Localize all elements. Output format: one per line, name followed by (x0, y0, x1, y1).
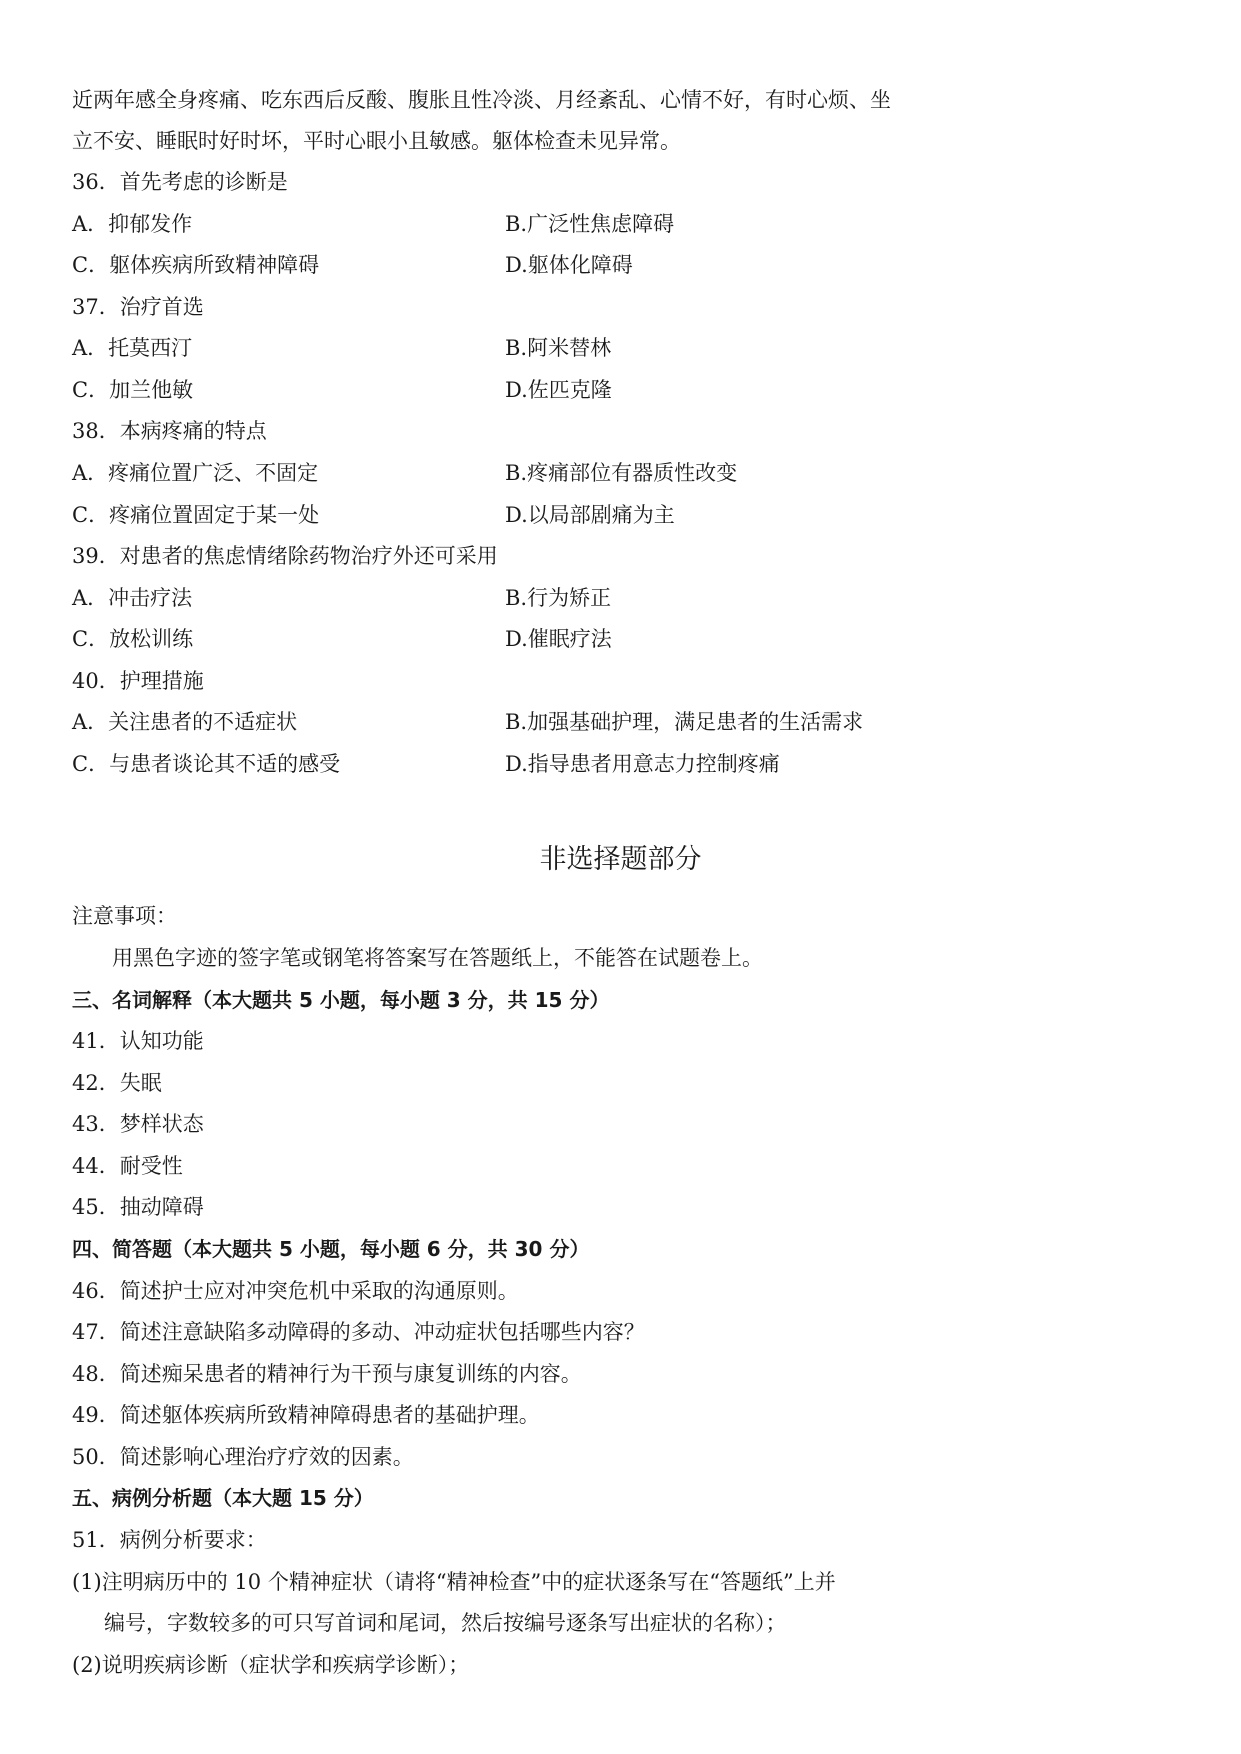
part5-requirement-1-line-1: (1)注明病历中的 10 个精神症状（请将“精神检查”中的症状逐条写在“答题纸”上并 (72, 1570, 836, 1594)
question-37-option-d: D.佐匹克隆 (505, 378, 612, 402)
case-text-line-2: 立不安、睡眠时好时坏，平时心眼小且敏感。躯体检查未见异常。 (72, 129, 681, 153)
question-37-option-a: A．托莫西汀 (72, 336, 193, 360)
question-38-option-d: D.以局部剧痛为主 (505, 503, 675, 527)
question-38-stem: 38．本病疼痛的特点 (72, 419, 267, 443)
question-40-option-c: C．与患者谈论其不适的感受 (72, 752, 341, 776)
part4-heading: 四、简答题（本大题共 5 小题，每小题 6 分，共 30 分） (72, 1237, 590, 1261)
question-38-option-c: C．疼痛位置固定于某一处 (72, 503, 320, 527)
part4-item-46: 46．简述护士应对冲突危机中采取的沟通原则。 (72, 1279, 519, 1303)
question-40-option-a: A．关注患者的不适症状 (72, 710, 298, 734)
notice-body: 用黑色字迹的签字笔或钢笔将答案写在答题纸上，不能答在试题卷上。 (112, 946, 763, 970)
question-37-stem: 37．治疗首选 (72, 295, 204, 319)
notice-heading: 注意事项： (72, 904, 177, 928)
question-40-option-b: B.加强基础护理，满足患者的生活需求 (505, 710, 864, 734)
case-text-line-1: 近两年感全身疼痛、吃东西后反酸、腹胀且性冷淡、月经紊乱、心情不好，有时心烦、坐 (72, 88, 891, 112)
part4-item-50: 50．简述影响心理治疗疗效的因素。 (72, 1445, 414, 1469)
question-37-option-c: C．加兰他敏 (72, 378, 194, 402)
part3-item-42: 42．失眠 (72, 1071, 162, 1095)
question-40-stem: 40．护理措施 (72, 669, 204, 693)
question-38-option-a: A．疼痛位置广泛、不固定 (72, 461, 319, 485)
question-36-stem: 36．首先考虑的诊断是 (72, 170, 288, 194)
question-36-option-d: D.躯体化障碍 (505, 253, 633, 277)
question-39-stem: 39．对患者的焦虑情绪除药物治疗外还可采用 (72, 544, 498, 568)
part3-item-41: 41．认知功能 (72, 1029, 204, 1053)
part3-heading: 三、名词解释（本大题共 5 小题，每小题 3 分，共 15 分） (72, 988, 610, 1012)
part5-heading: 五、病例分析题（本大题 15 分） (72, 1486, 374, 1510)
part5-question-51: 51．病例分析要求： (72, 1528, 267, 1552)
question-37-option-b: B.阿米替林 (505, 336, 612, 360)
question-36-option-c: C．躯体疾病所致精神障碍 (72, 253, 320, 277)
question-36-option-a: A．抑郁发作 (72, 212, 193, 236)
part3-item-45: 45．抽动障碍 (72, 1195, 204, 1219)
part3-item-44: 44．耐受性 (72, 1154, 183, 1178)
part4-item-48: 48．简述痴呆患者的精神行为干预与康复训练的内容。 (72, 1362, 582, 1386)
part5-requirement-1-line-2: 编号，字数较多的可只写首词和尾词，然后按编号逐条写出症状的名称）； (104, 1611, 787, 1635)
section-title: 非选择题部分 (539, 844, 702, 875)
question-39-option-d: D.催眠疗法 (505, 627, 612, 651)
question-38-option-b: B.疼痛部位有器质性改变 (505, 461, 738, 485)
part5-requirement-2: (2)说明疾病诊断（症状学和疾病学诊断）； (72, 1653, 470, 1677)
question-40-option-d: D.指导患者用意志力控制疼痛 (505, 752, 780, 776)
question-39-option-a: A．冲击疗法 (72, 586, 193, 610)
question-36-option-b: B.广泛性焦虑障碍 (505, 212, 675, 236)
part4-item-47: 47．简述注意缺陷多动障碍的多动、冲动症状包括哪些内容？ (72, 1320, 645, 1344)
part3-item-43: 43．梦样状态 (72, 1112, 204, 1136)
part4-item-49: 49．简述躯体疾病所致精神障碍患者的基础护理。 (72, 1403, 540, 1427)
question-39-option-b: B.行为矫正 (505, 586, 612, 610)
question-39-option-c: C．放松训练 (72, 627, 194, 651)
